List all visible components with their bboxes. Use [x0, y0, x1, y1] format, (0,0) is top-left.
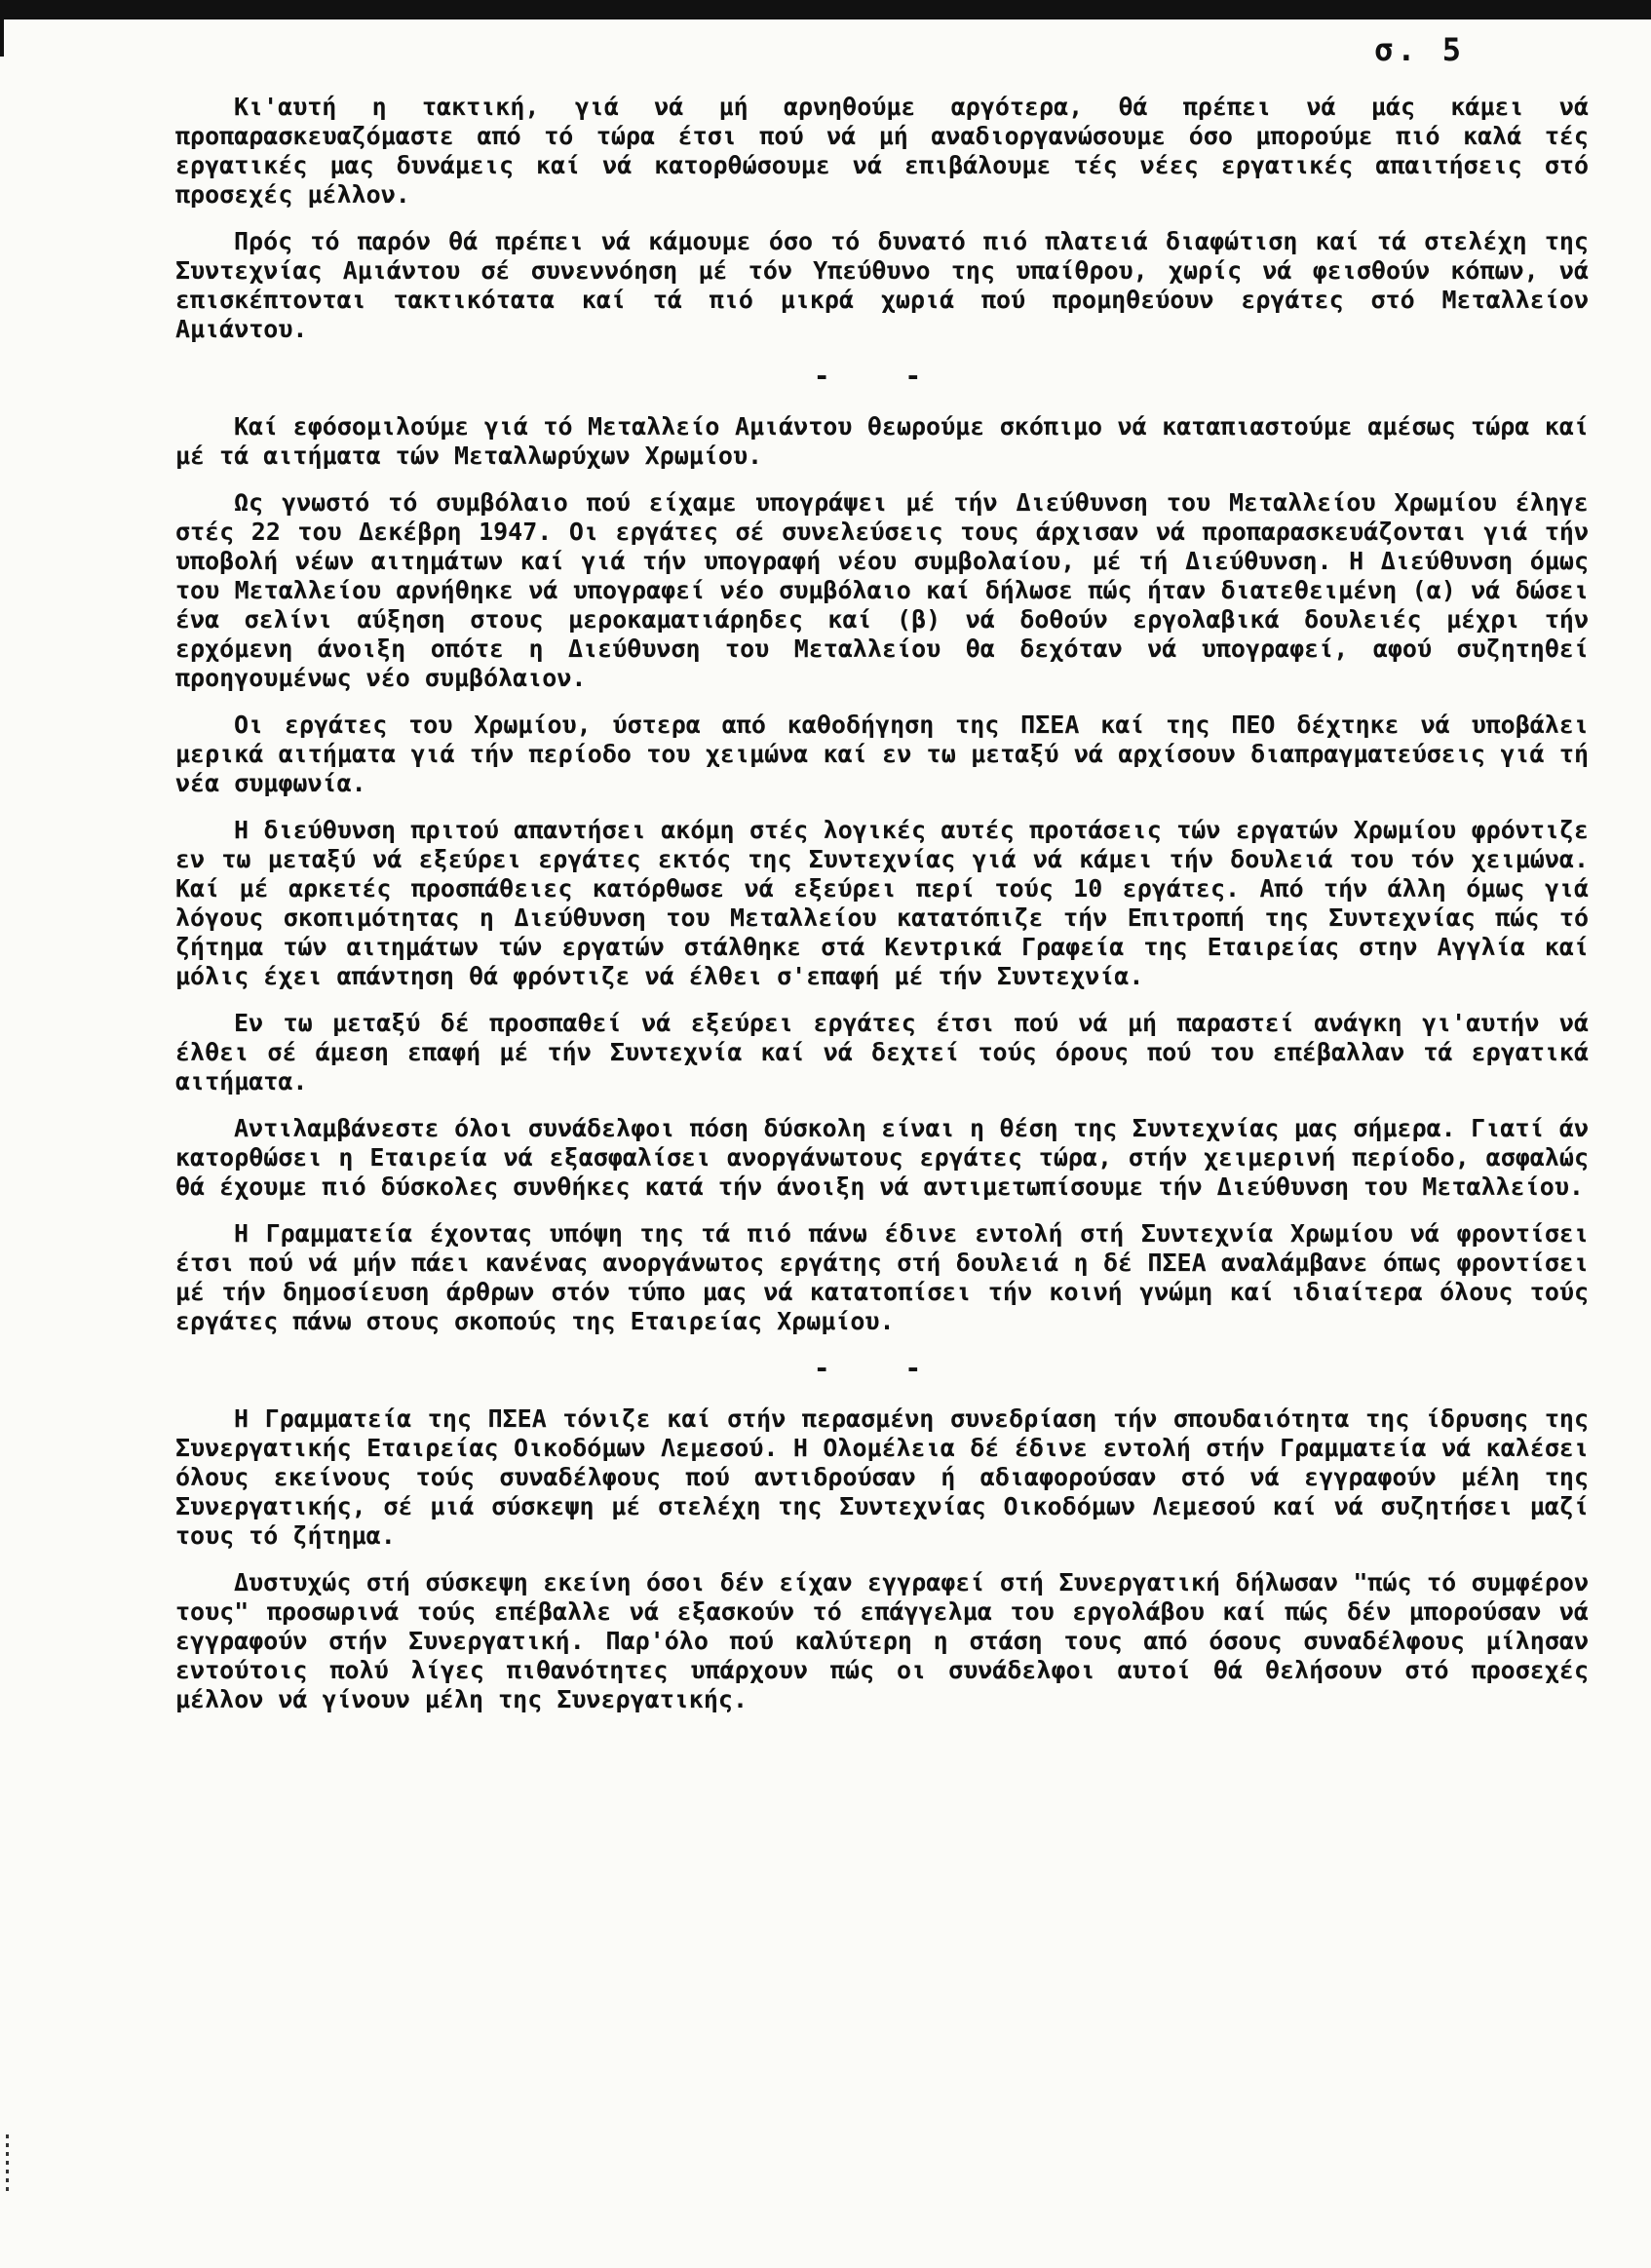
section-separator: - - — [813, 1352, 951, 1384]
paragraph: Δυστυχώς στή σύσκεψη εκείνη όσοι δέν είχαν εγγραφεί στή Συνεργατική δήλωσαν "πώς τό συμφέρον τους" προσωρινά τούς επέβαλλε νά εξασκούν τό επάγγελμα του εργολάβου καί πώς δέν μπορούσαν νά εγγραφούν στήν Συνεργατική. Παρ'όλο πού καλύτερη η στάση τους από όσους συναδέλφους μίλησαν εντούτοις πολύ λίγες πιθανότητες υπάρχουν πώς οι συνάδελφοι αυτοί θά θελήσουν στό προσεχές μέλλον νά γίνουν μέλη της Συνεργατικής. — [175, 1568, 1589, 1713]
paragraph: Η Γραμματεία της ΠΣΕΑ τόνιζε καί στήν περασμένη συνεδρίαση τήν σπουδαιότητα της ίδρυσης της Συνεργατικής Εταιρείας Οικοδόμων Λεμεσού. Η Ολομέλεια δέ έδινε εντολή στήν Γραμματεία νά καλέσει όλους εκείνους τούς συναδέλφους πού αντιδρούσαν ή αδιαφορούσαν στό νά εγγραφούν μέλη της Συνεργατικής, σέ μιά σύσκεψη μέ στελέχη της Συντεχνίας Οικοδόμων Λεμεσού καί νά συζητήσει μαζί τους τό ζήτημα. — [175, 1404, 1589, 1550]
margin-mark — [6, 2134, 9, 2193]
top-scan-border — [0, 0, 1651, 19]
left-scan-edge — [0, 18, 18, 57]
paragraph: Οι εργάτες του Χρωμίου, ύστερα από καθοδήγηση της ΠΣΕΑ καί της ΠΕΟ δέχτηκε νά υποβάλει μερικά αιτήματα γιά τήν περίοδο του χειμώνα καί εν τω μεταξύ νά αρχίσουν διαπραγματεύσεις γιά τή νέα συμφωνία. — [175, 711, 1589, 797]
paragraph: Πρός τό παρόν θά πρέπει νά κάμουμε όσο τό δυνατό πιό πλατειά διαφώτιση καί τά στελέχη της Συντεχνίας Αμιάντου σέ συνεννόηση μέ τόν Υπεύθυνο της υπαίθρου, χωρίς νά φεισθούν κόπων, νά επισκέπτονται τακτικότατα καί τά πιό μικρά χωριά πού προμηθεύουν εργάτες στό Μεταλλείον Αμιάντου. — [175, 227, 1589, 343]
paragraph: Κι'αυτή η τακτική, γιά νά μή αρνηθούμε αργότερα, θά πρέπει νά μάς κάμει νά προπαρασκευαζόμαστε από τό τώρα έτσι πού νά μή αναδιοργανώσουμε όσο μπορούμε πιό καλά τές εργατικές μας δυνάμεις καί νά κατορθώσουμε νά επιβάλουμε τές νέες εργατικές απαιτήσεις στό προσεχές μέλλον. — [175, 93, 1589, 209]
document-body — [175, 93, 1589, 1732]
paragraph: Καί εφόσομιλούμε γιά τό Μεταλλείο Αμιάντου θεωρούμε σκόπιμο νά καταπιαστούμε αμέσως τώρα καί μέ τά αιτήματα τών Μεταλλωρύχων Χρωμίου. — [175, 412, 1589, 470]
paragraph: Αντιλαμβάνεστε όλοι συνάδελφοι πόση δύσκολη είναι η θέση της Συντεχνίας μας σήμερα. Γιατί άν κατορθώσει η Εταιρεία νά εξασφαλίσει ανοργάνωτους εργάτες τώρα, στήν χειμερινή περίοδο, ασφαλώς θά έχουμε πιό δύσκολες συνθήκες κατά τήν άνοιξη νά αντιμετωπίσουμε τήν Διεύθυνση του Μεταλλείου. — [175, 1114, 1589, 1201]
paragraph: Εν τω μεταξύ δέ προσπαθεί νά εξεύρει εργάτες έτσι πού νά μή παραστεί ανάγκη γι'αυτήν νά έλθει σέ άμεση επαφή μέ τήν Συντεχνία καί νά δεχτεί τούς όρους πού του επέβαλλαν τά εργατικά αιτήματα. — [175, 1009, 1589, 1096]
paragraph: Η διεύθυνση πριτού απαντήσει ακόμη στές λογικές αυτές προτάσεις τών εργατών Χρωμίου φρόντιζε εν τω μεταξύ νά εξεύρει εργάτες εκτός της Συντεχνίας γιά νά κάμει τήν δουλειά του τόν χειμώνα. Καί μέ αρκετές προσπάθειες κατόρθωσε νά εξεύρει περί τούς 10 εργάτες. Από τήν άλλη όμως γιά λόγους σκοπιμότητας η Διεύθυνση του Μεταλλείου κατατόπιζε τήν Επιτροπή της Συντεχνίας πώς τό ζήτημα τών αιτημάτων τών εργατών στάλθηκε στά Κεντρικά Γραφεία της Εταιρείας στην Αγγλία καί μόλις έχει απάντηση θά φρόντιζε νά έλθει σ'επαφή μέ τήν Συντεχνία. — [175, 816, 1589, 990]
section-separator: - - — [813, 360, 951, 392]
paragraph: Η Γραμματεία έχοντας υπόψη της τά πιό πάνω έδινε εντολή στή Συντεχνία Χρωμίου νά φροντίσει έτσι πού νά μήν πάει κανένας ανοργάνωτος εργάτης στή δουλειά η δέ ΠΣΕΑ αναλάμβανε όπως φροντίσει μέ τήν δημοσίευση άρθρων στόν τύπο μας νά κατατοπίσει τήν κοινή γνώμη καί ιδιαίτερα όλους τούς εργάτες πάνω στους σκοπούς της Εταιρείας Χρωμίου. — [175, 1219, 1589, 1335]
page-number: σ. 5 — [1374, 31, 1466, 68]
paragraph: Ως γνωστό τό συμβόλαιο πού είχαμε υπογράψει μέ τήν Διεύθυνση του Μεταλλείου Χρωμίου έληγε στές 22 του Δεκέβρη 1947. Οι εργάτες σέ συνελεύσεις τους άρχισαν νά προπαρασκευάζονται γιά τήν υποβολή νέων αιτημάτων καί γιά τήν υπογραφή νέου συμβολαίου, μέ τή Διεύθυνση. Η Διεύθυνση όμως του Μεταλλείου αρνήθηκε νά υπογραφεί νέο συμβόλαιο καί δήλωσε πώς ήταν διατεθειμένη (α) νά δώσει ένα σελίνι αύξηση στους μεροκαματιάρηδες καί (β) νά δοθούν εργολαβικά δουλειές μέχρι τήν ερχόμενη άνοιξη οπότε η Διεύθυνση του Μεταλλείου θα δεχόταν νά υπογραφεί, αφού συζητηθεί προηγουμένως νέο συμβόλαιον. — [175, 488, 1589, 692]
